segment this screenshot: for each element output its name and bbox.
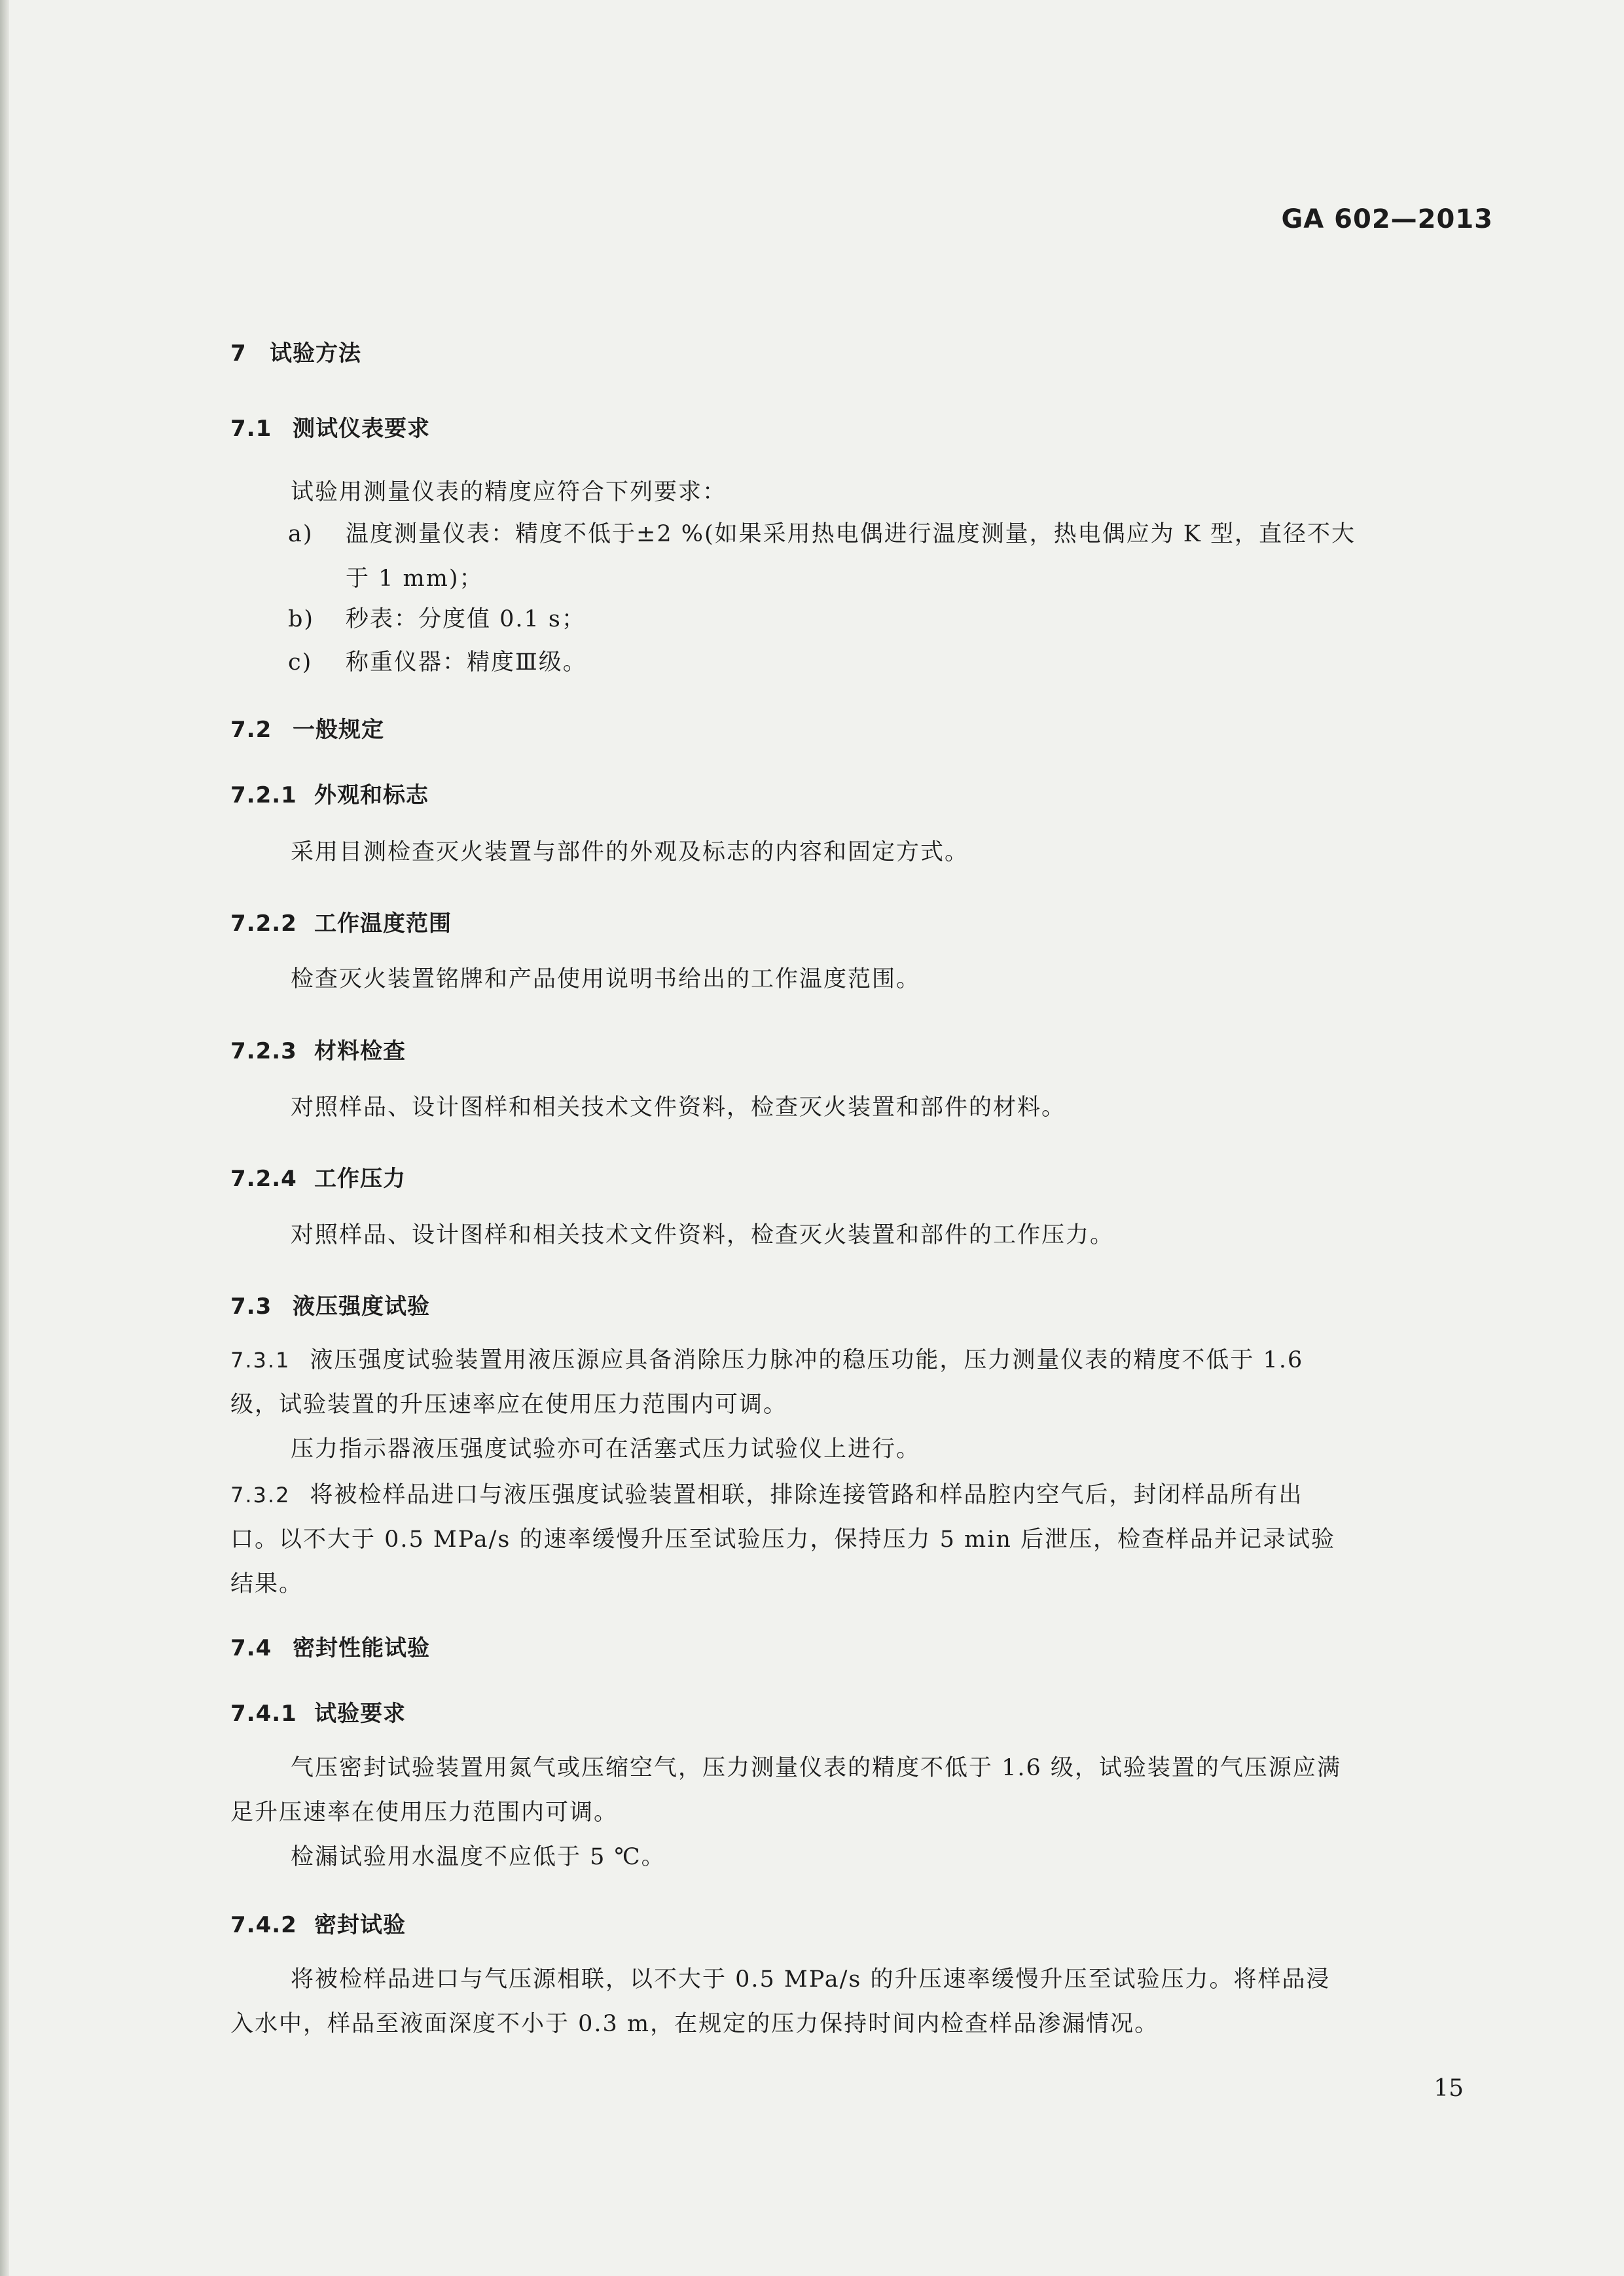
section-heading-7-2-4 bbox=[230, 1161, 406, 1193]
section-title: 密封性能试验 bbox=[293, 1635, 430, 1661]
section-heading-7-3 bbox=[230, 1288, 430, 1320]
section-title: 液压强度试验 bbox=[293, 1293, 430, 1320]
list-text-continued: 于 1 mm)； bbox=[346, 566, 484, 592]
section-number: 7 bbox=[230, 340, 247, 367]
section-heading-7-2-3 bbox=[230, 1033, 406, 1065]
section-title: 工作温度范围 bbox=[314, 911, 452, 937]
paragraph-7-2-4: 对照样品、设计图样和相关技术文件资料，检查灭火装置和部件的工作压力。 bbox=[291, 1222, 1115, 1248]
scan-edge-shadow bbox=[0, 0, 9, 2276]
section-heading-7-4-2 bbox=[230, 1907, 406, 1939]
section-number: 7.2.1 bbox=[230, 782, 297, 808]
paragraph-text-2: 检漏试验用水温度不应低于 5 ℃。 bbox=[291, 1844, 666, 1870]
clause-text-line-1: 液压强度试验装置用液压源应具备消除压力脉冲的稳压功能，压力测量仪表的精度不低于 1.6 bbox=[310, 1347, 1304, 1373]
section-heading-7-1 bbox=[230, 410, 430, 443]
section-title: 外观和标志 bbox=[314, 782, 429, 808]
section-heading-7-2-1 bbox=[230, 777, 429, 809]
list-text: 称重仪器：精度Ⅲ级。 bbox=[346, 649, 587, 676]
page-number: 15 bbox=[1434, 2075, 1464, 2102]
section-title: 一般规定 bbox=[293, 717, 384, 743]
paragraph-7-4-2 bbox=[230, 1957, 1500, 2046]
section-title: 材料检查 bbox=[314, 1038, 406, 1064]
section-title: 测试仪表要求 bbox=[293, 416, 430, 442]
section-number: 7.2.2 bbox=[230, 911, 297, 937]
section-number: 7.2.4 bbox=[230, 1166, 297, 1192]
section-number: 7.2.3 bbox=[230, 1038, 297, 1064]
section-heading-7-4 bbox=[230, 1630, 430, 1662]
clause-text-2: 压力指示器液压强度试验亦可在活塞式压力试验仪上进行。 bbox=[291, 1436, 921, 1462]
section-number: 7.4.2 bbox=[230, 1912, 297, 1938]
clause-number: 7.3.2 bbox=[230, 1483, 291, 1508]
section-number: 7.4 bbox=[230, 1635, 272, 1661]
paragraph-7-2-1: 采用目测检查灭火装置与部件的外观及标志的内容和固定方式。 bbox=[291, 839, 969, 865]
paragraph-line-2: 入水中，样品至液面深度不小于 0.3 m，在规定的压力保持时间内检查样品渗漏情况。 bbox=[230, 2011, 1159, 2037]
section-title: 工作压力 bbox=[314, 1166, 406, 1192]
paragraph-7-2-3: 对照样品、设计图样和相关技术文件资料，检查灭火装置和部件的材料。 bbox=[291, 1094, 1066, 1121]
list-text: 秒表：分度值 0.1 s； bbox=[346, 606, 586, 632]
list-item-c bbox=[288, 640, 1500, 685]
list-item-b bbox=[288, 597, 1500, 641]
clause-text-line-1: 将被检样品进口与液压强度试验装置相联，排除连接管路和样品腔内空气后，封闭样品所有出 bbox=[310, 1482, 1303, 1508]
paragraph-line-2: 足升压速率在使用压力范围内可调。 bbox=[230, 1799, 619, 1826]
list-marker: c) bbox=[288, 649, 313, 676]
section-title: 密封试验 bbox=[314, 1912, 406, 1938]
paragraph-7-3-1 bbox=[230, 1338, 1500, 1472]
paragraph-line-1: 气压密封试验装置用氮气或压缩空气，压力测量仪表的精度不低于 1.6 级，试验装置的气压源应满 bbox=[291, 1755, 1341, 1781]
paragraph-7-4-1 bbox=[230, 1746, 1500, 1879]
paragraph-line-1: 将被检样品进口与气压源相联，以不大于 0.5 MPa/s 的升压速率缓慢升压至试验压力。将样品浸 bbox=[291, 1966, 1331, 1993]
section-number: 7.3 bbox=[230, 1293, 272, 1320]
list-item-a bbox=[288, 512, 1500, 601]
clause-number: 7.3.1 bbox=[230, 1348, 291, 1373]
section-number: 7.4.1 bbox=[230, 1701, 297, 1727]
clause-text-line-3: 结果。 bbox=[230, 1571, 304, 1597]
section-number: 7.2 bbox=[230, 717, 272, 743]
clause-text-line-2: 口。以不大于 0.5 MPa/s 的速率缓慢升压至试验压力，保持压力 5 min 后泄压，检查样品并记录试验 bbox=[230, 1526, 1336, 1553]
standard-number: GA 602—2013 bbox=[1281, 204, 1493, 234]
section-heading-7-2 bbox=[230, 712, 384, 744]
section-title: 试验要求 bbox=[314, 1701, 406, 1727]
list-text: 温度测量仪表：精度不低于±2 %(如果采用热电偶进行温度测量，热电偶应为 K 型，直径不大 bbox=[346, 521, 1356, 547]
clause-text-line-2: 级，试验装置的升压速率应在使用压力范围内可调。 bbox=[230, 1392, 788, 1418]
paragraph-7-1-intro: 试验用测量仪表的精度应符合下列要求： bbox=[291, 479, 727, 505]
paragraph-7-2-2: 检查灭火装置铭牌和产品使用说明书给出的工作温度范围。 bbox=[291, 966, 921, 992]
section-heading-7-4-1 bbox=[230, 1695, 406, 1727]
section-heading-7-2-2 bbox=[230, 905, 452, 937]
section-number: 7.1 bbox=[230, 416, 272, 442]
paragraph-7-3-2 bbox=[230, 1473, 1500, 1606]
list-marker: b) bbox=[288, 606, 315, 632]
section-title: 试验方法 bbox=[270, 340, 361, 367]
list-marker: a) bbox=[288, 521, 314, 547]
section-heading-7 bbox=[230, 335, 361, 367]
